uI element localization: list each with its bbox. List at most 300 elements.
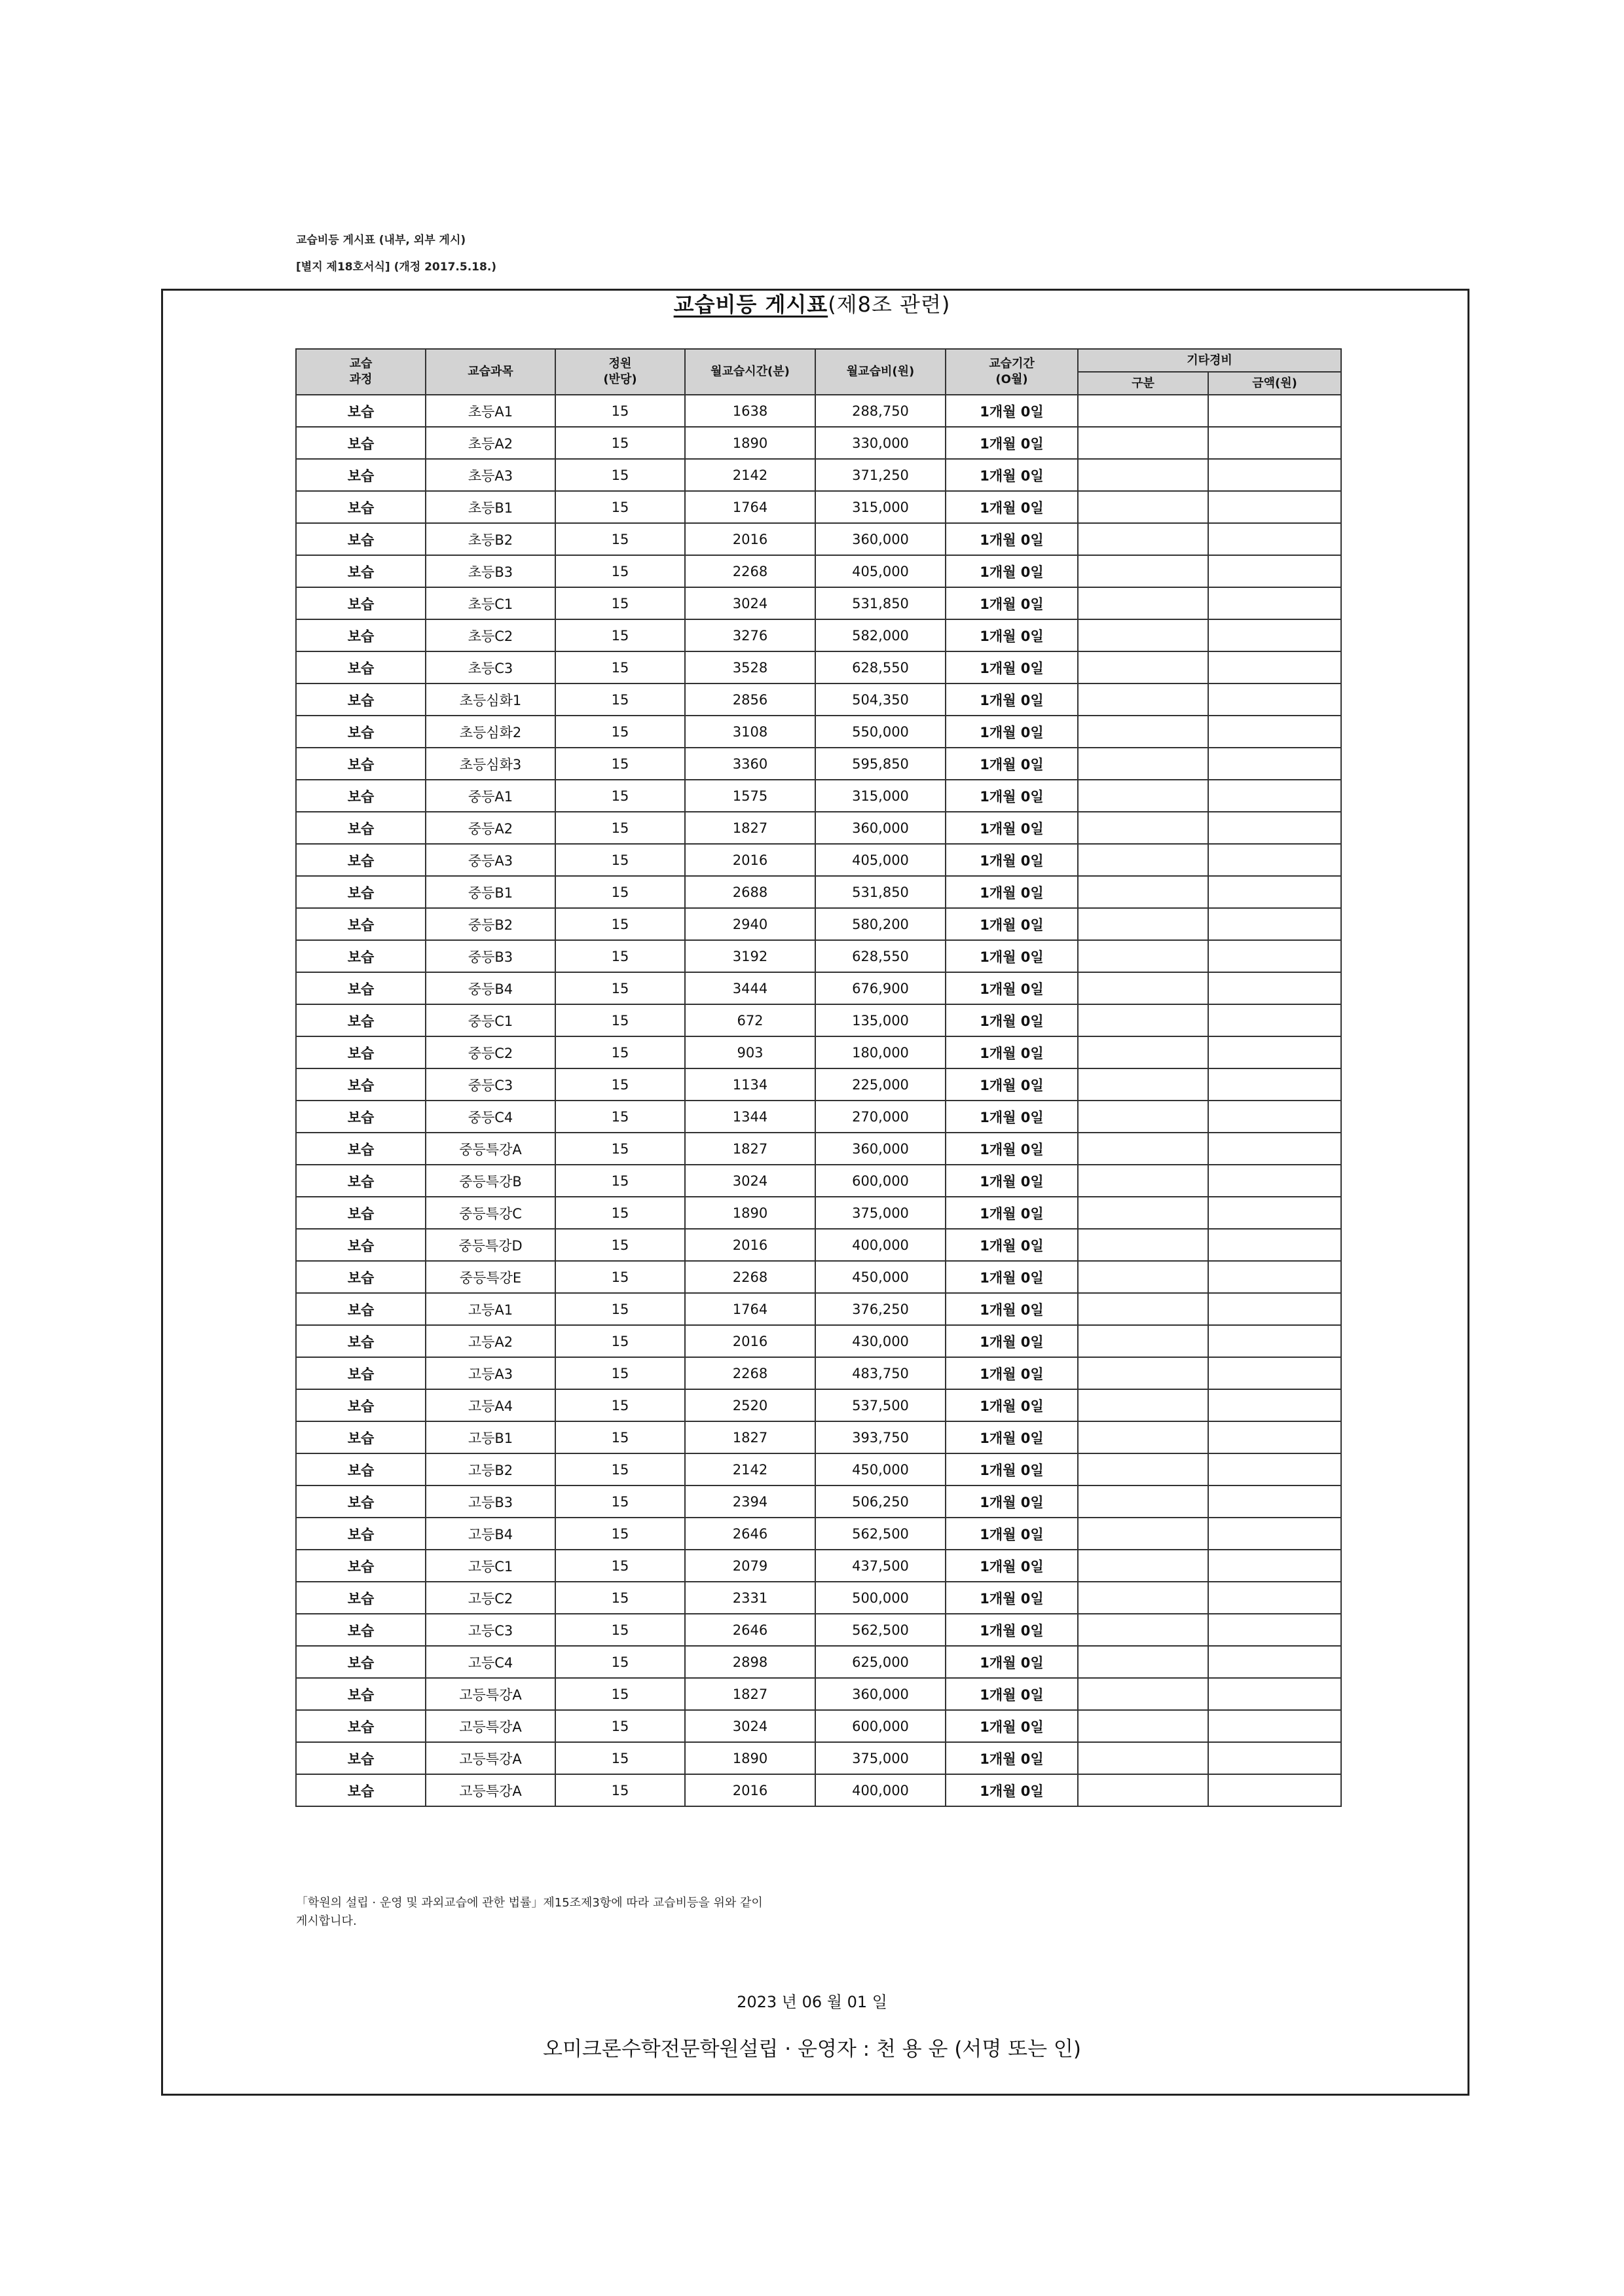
cell-capacity: 15 (555, 1518, 685, 1550)
title-main: 교습비등 게시표 (673, 292, 828, 317)
cell-period: 1개월 0일 (946, 523, 1078, 555)
cell-fee: 595,850 (815, 748, 946, 780)
cell-course: 보습 (296, 844, 426, 876)
cell-other-type (1078, 1582, 1208, 1614)
notice-text (296, 1894, 763, 1931)
form-reference: [별지 제18호서식] (개정 2017.5.18.) (296, 261, 497, 274)
table-row (296, 1036, 1341, 1068)
cell-other-amount (1208, 1036, 1341, 1068)
cell-other-type (1078, 1485, 1208, 1518)
table-row (296, 1293, 1341, 1325)
cell-other-amount (1208, 1518, 1341, 1550)
cell-course: 보습 (296, 876, 426, 908)
cell-subject: 고등B4 (426, 1518, 555, 1550)
cell-minutes: 2520 (685, 1389, 815, 1421)
cell-period: 1개월 0일 (946, 716, 1078, 748)
cell-fee: 531,850 (815, 587, 946, 619)
cell-capacity: 15 (555, 1582, 685, 1614)
cell-minutes: 1827 (685, 1133, 815, 1165)
cell-other-amount (1208, 1742, 1341, 1774)
table-row (296, 716, 1341, 748)
cell-other-amount (1208, 1357, 1341, 1389)
cell-minutes: 672 (685, 1004, 815, 1036)
cell-other-type (1078, 1036, 1208, 1068)
cell-subject: 중등C2 (426, 1036, 555, 1068)
cell-other-type (1078, 940, 1208, 972)
cell-other-type (1078, 1678, 1208, 1710)
cell-other-type (1078, 1133, 1208, 1165)
cell-other-type (1078, 780, 1208, 812)
cell-minutes: 1890 (685, 1197, 815, 1229)
cell-course: 보습 (296, 1036, 426, 1068)
cell-subject: 중등C3 (426, 1068, 555, 1101)
table-row (296, 1229, 1341, 1261)
cell-course: 보습 (296, 1710, 426, 1742)
cell-course: 보습 (296, 427, 426, 459)
cell-fee: 437,500 (815, 1550, 946, 1582)
cell-capacity: 15 (555, 844, 685, 876)
cell-fee: 180,000 (815, 1036, 946, 1068)
cell-period: 1개월 0일 (946, 619, 1078, 651)
cell-other-type (1078, 748, 1208, 780)
cell-fee: 393,750 (815, 1421, 946, 1453)
cell-fee: 550,000 (815, 716, 946, 748)
cell-minutes: 3024 (685, 1710, 815, 1742)
cell-capacity: 15 (555, 491, 685, 523)
cell-subject: 고등C4 (426, 1646, 555, 1678)
page-title (0, 288, 1624, 318)
cell-capacity: 15 (555, 619, 685, 651)
cell-other-amount (1208, 1453, 1341, 1485)
cell-course: 보습 (296, 1614, 426, 1646)
cell-course: 보습 (296, 1004, 426, 1036)
cell-other-type (1078, 587, 1208, 619)
cell-capacity: 15 (555, 1710, 685, 1742)
cell-fee: 600,000 (815, 1710, 946, 1742)
cell-minutes: 1134 (685, 1068, 815, 1101)
cell-other-amount (1208, 1485, 1341, 1518)
cell-other-amount (1208, 1293, 1341, 1325)
cell-course: 보습 (296, 1357, 426, 1389)
table-row (296, 748, 1341, 780)
cell-minutes: 1344 (685, 1101, 815, 1133)
cell-other-type (1078, 1646, 1208, 1678)
cell-minutes: 2016 (685, 1325, 815, 1357)
cell-fee: 531,850 (815, 876, 946, 908)
cell-capacity: 15 (555, 1453, 685, 1485)
cell-course: 보습 (296, 1229, 426, 1261)
cell-minutes: 903 (685, 1036, 815, 1068)
cell-course: 보습 (296, 812, 426, 844)
cell-fee: 360,000 (815, 523, 946, 555)
cell-fee: 628,550 (815, 651, 946, 683)
cell-period: 1개월 0일 (946, 1485, 1078, 1518)
header-course: 교습 과정 (296, 349, 426, 395)
cell-other-type (1078, 908, 1208, 940)
cell-period: 1개월 0일 (946, 1004, 1078, 1036)
header-other-type: 구분 (1078, 372, 1208, 395)
table-row (296, 523, 1341, 555)
cell-course: 보습 (296, 748, 426, 780)
cell-capacity: 15 (555, 748, 685, 780)
cell-other-type (1078, 1068, 1208, 1101)
cell-minutes: 2268 (685, 1261, 815, 1293)
cell-course: 보습 (296, 587, 426, 619)
cell-other-type (1078, 491, 1208, 523)
cell-fee: 360,000 (815, 1678, 946, 1710)
cell-other-amount (1208, 1582, 1341, 1614)
table-row (296, 1421, 1341, 1453)
fee-table (295, 348, 1342, 1807)
cell-other-amount (1208, 1710, 1341, 1742)
cell-other-type (1078, 1453, 1208, 1485)
cell-other-type (1078, 1165, 1208, 1197)
cell-fee: 483,750 (815, 1357, 946, 1389)
cell-period: 1개월 0일 (946, 1678, 1078, 1710)
table-row (296, 651, 1341, 683)
cell-subject: 초등B2 (426, 523, 555, 555)
cell-other-type (1078, 651, 1208, 683)
cell-minutes: 2079 (685, 1550, 815, 1582)
cell-minutes: 1890 (685, 1742, 815, 1774)
cell-other-type (1078, 619, 1208, 651)
cell-subject: 고등B1 (426, 1421, 555, 1453)
cell-period: 1개월 0일 (946, 1582, 1078, 1614)
cell-capacity: 15 (555, 908, 685, 940)
cell-other-amount (1208, 1325, 1341, 1357)
cell-other-amount (1208, 1101, 1341, 1133)
cell-other-amount (1208, 748, 1341, 780)
table-row (296, 812, 1341, 844)
cell-other-type (1078, 1261, 1208, 1293)
cell-fee: 270,000 (815, 1101, 946, 1133)
cell-capacity: 15 (555, 1036, 685, 1068)
cell-course: 보습 (296, 1485, 426, 1518)
cell-fee: 360,000 (815, 1133, 946, 1165)
cell-other-amount (1208, 1678, 1341, 1710)
cell-minutes: 2940 (685, 908, 815, 940)
cell-subject: 중등특강B (426, 1165, 555, 1197)
cell-fee: 562,500 (815, 1614, 946, 1646)
cell-other-type (1078, 876, 1208, 908)
cell-capacity: 15 (555, 1293, 685, 1325)
cell-fee: 375,000 (815, 1197, 946, 1229)
cell-minutes: 2016 (685, 844, 815, 876)
cell-course: 보습 (296, 1774, 426, 1806)
cell-course: 보습 (296, 1101, 426, 1133)
cell-course: 보습 (296, 491, 426, 523)
header-other-costs: 기타경비 (1078, 349, 1341, 372)
cell-subject: 고등C3 (426, 1614, 555, 1646)
cell-minutes: 1764 (685, 1293, 815, 1325)
cell-subject: 초등C1 (426, 587, 555, 619)
cell-minutes: 1827 (685, 1421, 815, 1453)
cell-other-amount (1208, 844, 1341, 876)
table-row (296, 1774, 1341, 1806)
cell-period: 1개월 0일 (946, 1389, 1078, 1421)
cell-fee: 580,200 (815, 908, 946, 940)
table-row (296, 1101, 1341, 1133)
table-row (296, 1004, 1341, 1036)
cell-period: 1개월 0일 (946, 1357, 1078, 1389)
cell-period: 1개월 0일 (946, 1774, 1078, 1806)
table-row (296, 940, 1341, 972)
cell-fee: 600,000 (815, 1165, 946, 1197)
cell-subject: 중등B1 (426, 876, 555, 908)
cell-other-type (1078, 1518, 1208, 1550)
cell-other-amount (1208, 459, 1341, 491)
cell-fee: 625,000 (815, 1646, 946, 1678)
cell-capacity: 15 (555, 427, 685, 459)
cell-subject: 초등A2 (426, 427, 555, 459)
cell-other-amount (1208, 812, 1341, 844)
table-row (296, 1389, 1341, 1421)
cell-course: 보습 (296, 1550, 426, 1582)
cell-capacity: 15 (555, 1004, 685, 1036)
cell-other-amount (1208, 523, 1341, 555)
cell-other-amount (1208, 1774, 1341, 1806)
cell-period: 1개월 0일 (946, 1229, 1078, 1261)
table-row (296, 1357, 1341, 1389)
table-row (296, 780, 1341, 812)
cell-period: 1개월 0일 (946, 1518, 1078, 1550)
cell-fee: 371,250 (815, 459, 946, 491)
cell-course: 보습 (296, 1068, 426, 1101)
cell-other-amount (1208, 716, 1341, 748)
cell-minutes: 3024 (685, 1165, 815, 1197)
cell-capacity: 15 (555, 1165, 685, 1197)
cell-period: 1개월 0일 (946, 395, 1078, 427)
cell-subject: 고등A1 (426, 1293, 555, 1325)
cell-subject: 고등특강A (426, 1742, 555, 1774)
cell-subject: 초등A3 (426, 459, 555, 491)
table-row (296, 1678, 1341, 1710)
cell-other-type (1078, 459, 1208, 491)
cell-course: 보습 (296, 1133, 426, 1165)
cell-fee: 450,000 (815, 1261, 946, 1293)
cell-minutes: 2646 (685, 1518, 815, 1550)
cell-subject: 초등심화1 (426, 683, 555, 716)
cell-period: 1개월 0일 (946, 1453, 1078, 1485)
cell-capacity: 15 (555, 651, 685, 683)
cell-fee: 330,000 (815, 427, 946, 459)
cell-capacity: 15 (555, 1325, 685, 1357)
cell-capacity: 15 (555, 1485, 685, 1518)
table-row (296, 1710, 1341, 1742)
cell-minutes: 2856 (685, 683, 815, 716)
cell-period: 1개월 0일 (946, 908, 1078, 940)
cell-course: 보습 (296, 1678, 426, 1710)
table-row (296, 1453, 1341, 1485)
table-row (296, 908, 1341, 940)
cell-other-type (1078, 427, 1208, 459)
table-row (296, 619, 1341, 651)
cell-period: 1개월 0일 (946, 1293, 1078, 1325)
cell-capacity: 15 (555, 1101, 685, 1133)
cell-other-type (1078, 1550, 1208, 1582)
cell-course: 보습 (296, 1389, 426, 1421)
cell-subject: 고등A4 (426, 1389, 555, 1421)
cell-capacity: 15 (555, 716, 685, 748)
cell-period: 1개월 0일 (946, 1036, 1078, 1068)
cell-course: 보습 (296, 1325, 426, 1357)
header-subject: 교습과목 (426, 349, 555, 395)
cell-capacity: 15 (555, 1550, 685, 1582)
cell-course: 보습 (296, 716, 426, 748)
cell-fee: 676,900 (815, 972, 946, 1004)
cell-fee: 225,000 (815, 1068, 946, 1101)
cell-minutes: 2268 (685, 1357, 815, 1389)
cell-subject: 고등특강A (426, 1774, 555, 1806)
cell-capacity: 15 (555, 1229, 685, 1261)
cell-subject: 고등특강A (426, 1710, 555, 1742)
cell-course: 보습 (296, 1261, 426, 1293)
cell-course: 보습 (296, 780, 426, 812)
cell-other-amount (1208, 1261, 1341, 1293)
cell-subject: 고등C2 (426, 1582, 555, 1614)
cell-minutes: 1890 (685, 427, 815, 459)
cell-subject: 중등A3 (426, 844, 555, 876)
cell-minutes: 1827 (685, 812, 815, 844)
table-row (296, 587, 1341, 619)
cell-course: 보습 (296, 1197, 426, 1229)
cell-other-type (1078, 1389, 1208, 1421)
cell-fee: 562,500 (815, 1518, 946, 1550)
cell-course: 보습 (296, 395, 426, 427)
cell-course: 보습 (296, 1453, 426, 1485)
cell-other-amount (1208, 1550, 1341, 1582)
cell-period: 1개월 0일 (946, 459, 1078, 491)
cell-fee: 430,000 (815, 1325, 946, 1357)
cell-other-amount (1208, 1165, 1341, 1197)
form-caption: 교습비등 게시표 (내부, 외부 게시) (296, 234, 466, 247)
cell-subject: 중등특강A (426, 1133, 555, 1165)
cell-subject: 초등B3 (426, 555, 555, 587)
cell-other-amount (1208, 972, 1341, 1004)
table-row (296, 844, 1341, 876)
cell-course: 보습 (296, 459, 426, 491)
cell-period: 1개월 0일 (946, 651, 1078, 683)
cell-other-type (1078, 555, 1208, 587)
cell-fee: 405,000 (815, 844, 946, 876)
table-row (296, 459, 1341, 491)
cell-minutes: 1638 (685, 395, 815, 427)
cell-fee: 376,250 (815, 1293, 946, 1325)
cell-other-amount (1208, 1421, 1341, 1453)
cell-period: 1개월 0일 (946, 683, 1078, 716)
header-period: 교습기간 (O월) (946, 349, 1078, 395)
cell-capacity: 15 (555, 1068, 685, 1101)
cell-subject: 중등C4 (426, 1101, 555, 1133)
table-row (296, 1614, 1341, 1646)
cell-other-amount (1208, 1229, 1341, 1261)
cell-minutes: 2331 (685, 1582, 815, 1614)
cell-capacity: 15 (555, 1678, 685, 1710)
cell-other-amount (1208, 1614, 1341, 1646)
cell-period: 1개월 0일 (946, 1614, 1078, 1646)
cell-period: 1개월 0일 (946, 940, 1078, 972)
cell-course: 보습 (296, 972, 426, 1004)
cell-period: 1개월 0일 (946, 1133, 1078, 1165)
notice-line-1: 「학원의 설립 · 운영 및 과외교습에 관한 법률」제15조제3항에 따라 교습비등을 위와 같이 (296, 1896, 763, 1910)
cell-course: 보습 (296, 651, 426, 683)
cell-subject: 중등특강E (426, 1261, 555, 1293)
cell-period: 1개월 0일 (946, 1165, 1078, 1197)
cell-fee: 506,250 (815, 1485, 946, 1518)
cell-other-type (1078, 683, 1208, 716)
cell-other-type (1078, 1774, 1208, 1806)
cell-fee: 537,500 (815, 1389, 946, 1421)
cell-other-amount (1208, 587, 1341, 619)
cell-other-type (1078, 844, 1208, 876)
cell-period: 1개월 0일 (946, 748, 1078, 780)
cell-minutes: 2016 (685, 523, 815, 555)
cell-period: 1개월 0일 (946, 876, 1078, 908)
cell-subject: 고등A2 (426, 1325, 555, 1357)
cell-other-amount (1208, 1004, 1341, 1036)
cell-subject: 중등B3 (426, 940, 555, 972)
cell-course: 보습 (296, 940, 426, 972)
cell-other-amount (1208, 1646, 1341, 1678)
cell-fee: 315,000 (815, 491, 946, 523)
cell-capacity: 15 (555, 1774, 685, 1806)
cell-minutes: 3024 (685, 587, 815, 619)
cell-fee: 288,750 (815, 395, 946, 427)
cell-capacity: 15 (555, 1614, 685, 1646)
cell-course: 보습 (296, 1742, 426, 1774)
cell-minutes: 2142 (685, 459, 815, 491)
cell-period: 1개월 0일 (946, 1101, 1078, 1133)
cell-other-type (1078, 1710, 1208, 1742)
cell-minutes: 3108 (685, 716, 815, 748)
cell-subject: 초등C3 (426, 651, 555, 683)
table-row (296, 1518, 1341, 1550)
cell-fee: 400,000 (815, 1229, 946, 1261)
cell-minutes: 3528 (685, 651, 815, 683)
cell-other-type (1078, 972, 1208, 1004)
cell-period: 1개월 0일 (946, 844, 1078, 876)
cell-fee: 504,350 (815, 683, 946, 716)
cell-subject: 중등특강C (426, 1197, 555, 1229)
cell-fee: 375,000 (815, 1742, 946, 1774)
cell-subject: 중등B2 (426, 908, 555, 940)
cell-minutes: 2016 (685, 1774, 815, 1806)
cell-subject: 초등A1 (426, 395, 555, 427)
table-row (296, 1582, 1341, 1614)
cell-capacity: 15 (555, 1133, 685, 1165)
table-row (296, 555, 1341, 587)
table-row (296, 1133, 1341, 1165)
title-suffix: (제8조 관련) (828, 292, 951, 317)
table-row (296, 1485, 1341, 1518)
cell-period: 1개월 0일 (946, 587, 1078, 619)
cell-other-type (1078, 812, 1208, 844)
cell-minutes: 2016 (685, 1229, 815, 1261)
cell-course: 보습 (296, 683, 426, 716)
cell-other-amount (1208, 1389, 1341, 1421)
cell-minutes: 2268 (685, 555, 815, 587)
header-monthly-fee: 월교습비(원) (815, 349, 946, 395)
cell-capacity: 15 (555, 972, 685, 1004)
cell-course: 보습 (296, 523, 426, 555)
cell-course: 보습 (296, 555, 426, 587)
table-row (296, 395, 1341, 427)
cell-capacity: 15 (555, 812, 685, 844)
cell-minutes: 2142 (685, 1453, 815, 1485)
cell-capacity: 15 (555, 940, 685, 972)
cell-other-type (1078, 1004, 1208, 1036)
cell-period: 1개월 0일 (946, 1325, 1078, 1357)
